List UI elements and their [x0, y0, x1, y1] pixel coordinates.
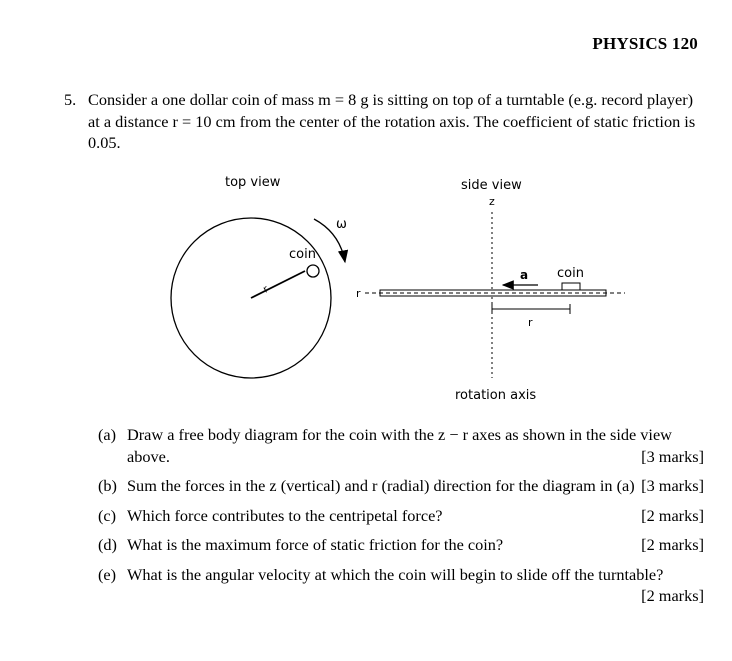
- part-marks: [3 marks]: [641, 476, 704, 495]
- part-marks: [2 marks]: [641, 586, 704, 605]
- part-label: (e): [98, 564, 117, 584]
- r-axis-label: r: [356, 287, 361, 300]
- acceleration-label: a: [520, 268, 529, 282]
- part-label: (b): [98, 476, 117, 495]
- part-e: [98, 564, 704, 607]
- omega-label: ω: [336, 217, 347, 232]
- question-parts: [98, 424, 704, 615]
- z-axis-label: z: [489, 195, 495, 208]
- part-text: What is the angular velocity at which the coin will begin to slide off the turntable?: [127, 564, 664, 584]
- coin-top: [307, 265, 319, 277]
- side-view-title: side view: [461, 178, 522, 193]
- coin-label-top: coin: [289, 247, 316, 262]
- rotation-axis-caption: rotation axis: [455, 388, 537, 403]
- part-d: [98, 534, 704, 556]
- part-label: (d): [98, 535, 117, 554]
- problem-number: 5.: [64, 90, 77, 109]
- part-marks: [2 marks]: [641, 535, 704, 554]
- part-c: [98, 505, 704, 527]
- part-label: (c): [98, 505, 117, 525]
- part-text: What is the maximum force of static friction for the coin?: [127, 535, 504, 554]
- coin-label-side: coin: [557, 266, 584, 281]
- radius-label: r: [261, 283, 271, 296]
- part-text: Which force contributes to the centripetal force?: [127, 505, 443, 525]
- top-view-title: top view: [225, 175, 281, 190]
- part-marks: [3 marks]: [641, 446, 704, 466]
- coin-side: [562, 283, 580, 290]
- problem-text: Consider a one dollar coin of mass m = 8 g is sitting on top of a turntable (e.g. record player) at a distance r = 10 cm from the center of the rotation axis. The coefficient of static friction is 0.05.: [88, 90, 696, 152]
- part-label: (a): [98, 425, 117, 444]
- part-b: [98, 475, 704, 497]
- part-marks: [2 marks]: [641, 505, 704, 525]
- radius-line: [251, 271, 305, 298]
- part-a: [98, 424, 704, 467]
- course-header: PHYSICS 120: [592, 34, 698, 53]
- part-text: Draw a free body diagram for the coin with the z − r axes as shown in the side view above.: [127, 425, 672, 466]
- part-text: Sum the forces in the z (vertical) and r (radial) direction for the diagram in (a): [127, 476, 635, 495]
- r-distance-label: r: [528, 316, 533, 329]
